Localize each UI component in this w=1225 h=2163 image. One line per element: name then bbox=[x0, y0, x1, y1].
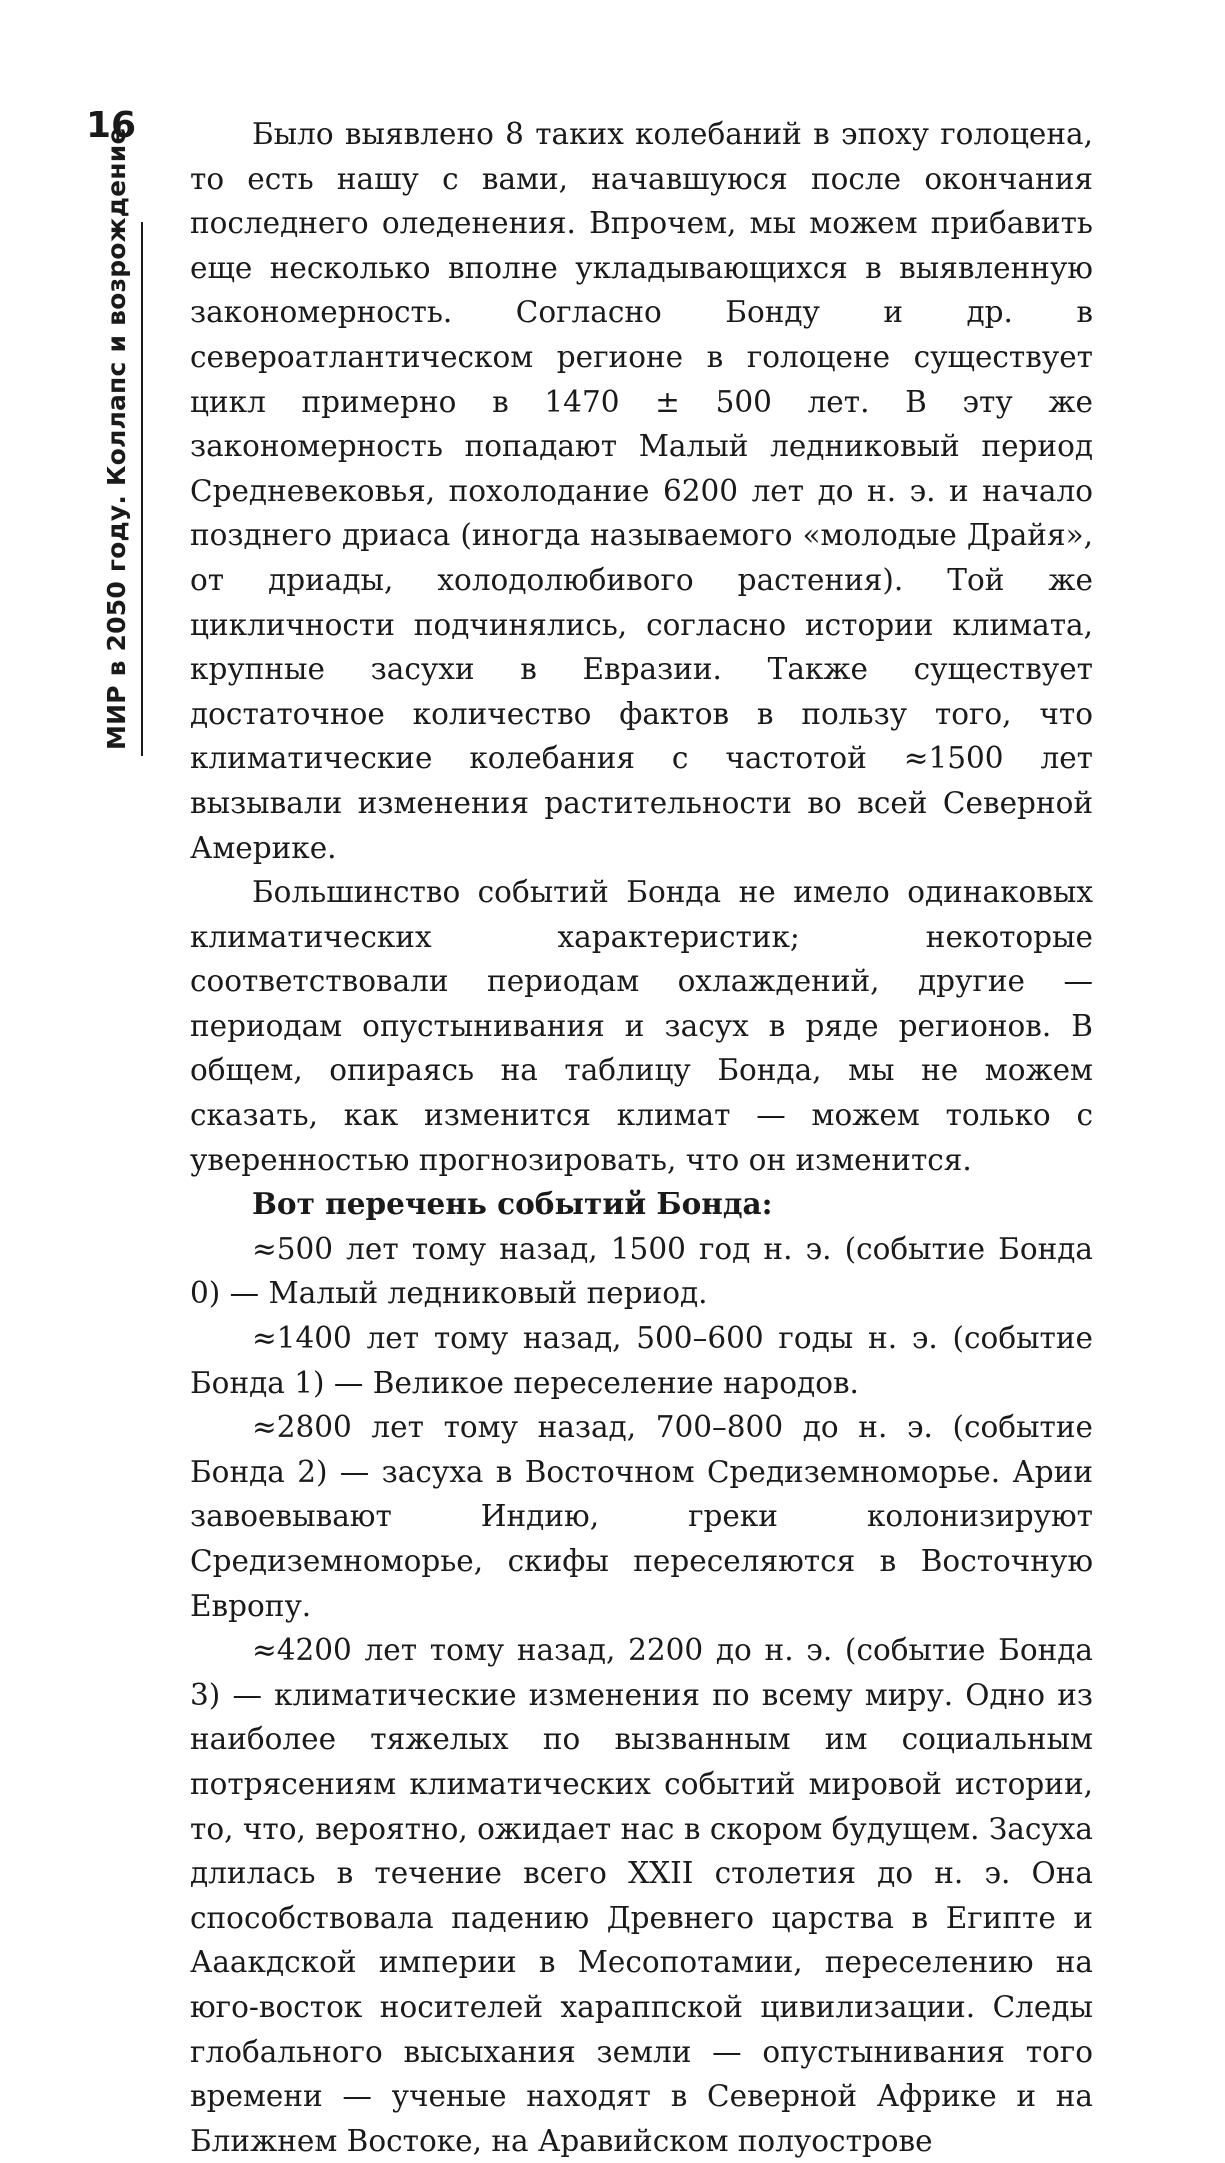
list-item: ≈4200 лет тому назад, 2200 до н. э. (событие Бонда 3) — климатические изменения по всему миру. Одно из наиболее тяжелых по вызванным им социальным потрясениям климатических событий мировой истории, то, что, вероятно, ожидает нас в скором будущем. Засуха длилась в течение всего XXII столетия до н. э. Она способствовала падению Древнего царства в Египте и Аaaкдской империи в Месопотамии, переселению на юго-восток носителей хараппской цивилизации. Следы глобального высыхания земли — опустынивания того времени — ученые находят в Северной Африке и на Ближнем Востоке, на Аравийском полуострове bbox=[190, 1633, 1093, 2158]
paragraph: Большинство событий Бонда не имело одинаковых климатических характеристик; некоторые соответствовали периодам охлаждений, другие — периодам опустынивания и засух в ряде регионов. В общем, опираясь на таблицу Бонда, мы не можем сказать, как изменится климат — можем только с уверенностью прогнозировать, что он изменится. bbox=[190, 875, 1093, 1177]
running-head-rule bbox=[141, 222, 143, 756]
main-text bbox=[190, 112, 1093, 2163]
list-item: ≈500 лет тому назад, 1500 год н. э. (событие Бонда 0) — Малый ледниковый период. bbox=[190, 1231, 1093, 1311]
list-heading: Вот перечень событий Бонда: bbox=[252, 1186, 773, 1222]
list-item: ≈1400 лет тому назад, 500–600 годы н. э. (событие Бонда 1) — Великое переселение народов. bbox=[190, 1321, 1093, 1400]
list-item: ≈2800 лет тому назад, 700–800 до н. э. (событие Бонда 2) — засуха в Восточном Средиземноморье. Арии завоевывают Индию, греки колонизируют Средиземноморье, скифы переселяются в Восточную Европу. bbox=[190, 1410, 1093, 1623]
running-head: МИР в 2050 году. Коллапс и возрождение bbox=[102, 127, 131, 750]
page-number: 16 bbox=[86, 105, 137, 146]
paragraph: Было выявлено 8 таких колебаний в эпоху голоцена, то есть нашу с вами, начавшуюся после окончания последнего оледенения. Впрочем, мы можем прибавить еще несколько вполне укладывающихся в выявленную закономерность. Согласно Бонду и др. в североатлантическом регионе в голоцене существует цикл примерно в 1470 ± 500 лет. В эту же закономерность попадают Малый ледниковый период Средневековья, похолодание 6200 лет до н. э. и начало позднего дриаса (иногда называемого «молодые Драйя», от дриады, холодолюбивого растения). Той же цикличности подчинялись, согласно истории климата, крупные засухи в Евразии. Также существует достаточное количество фактов в пользу того, что климатические колебания с частотой ≈1500 лет вызывали изменения растительности во всей Северной Америке. bbox=[190, 117, 1093, 865]
